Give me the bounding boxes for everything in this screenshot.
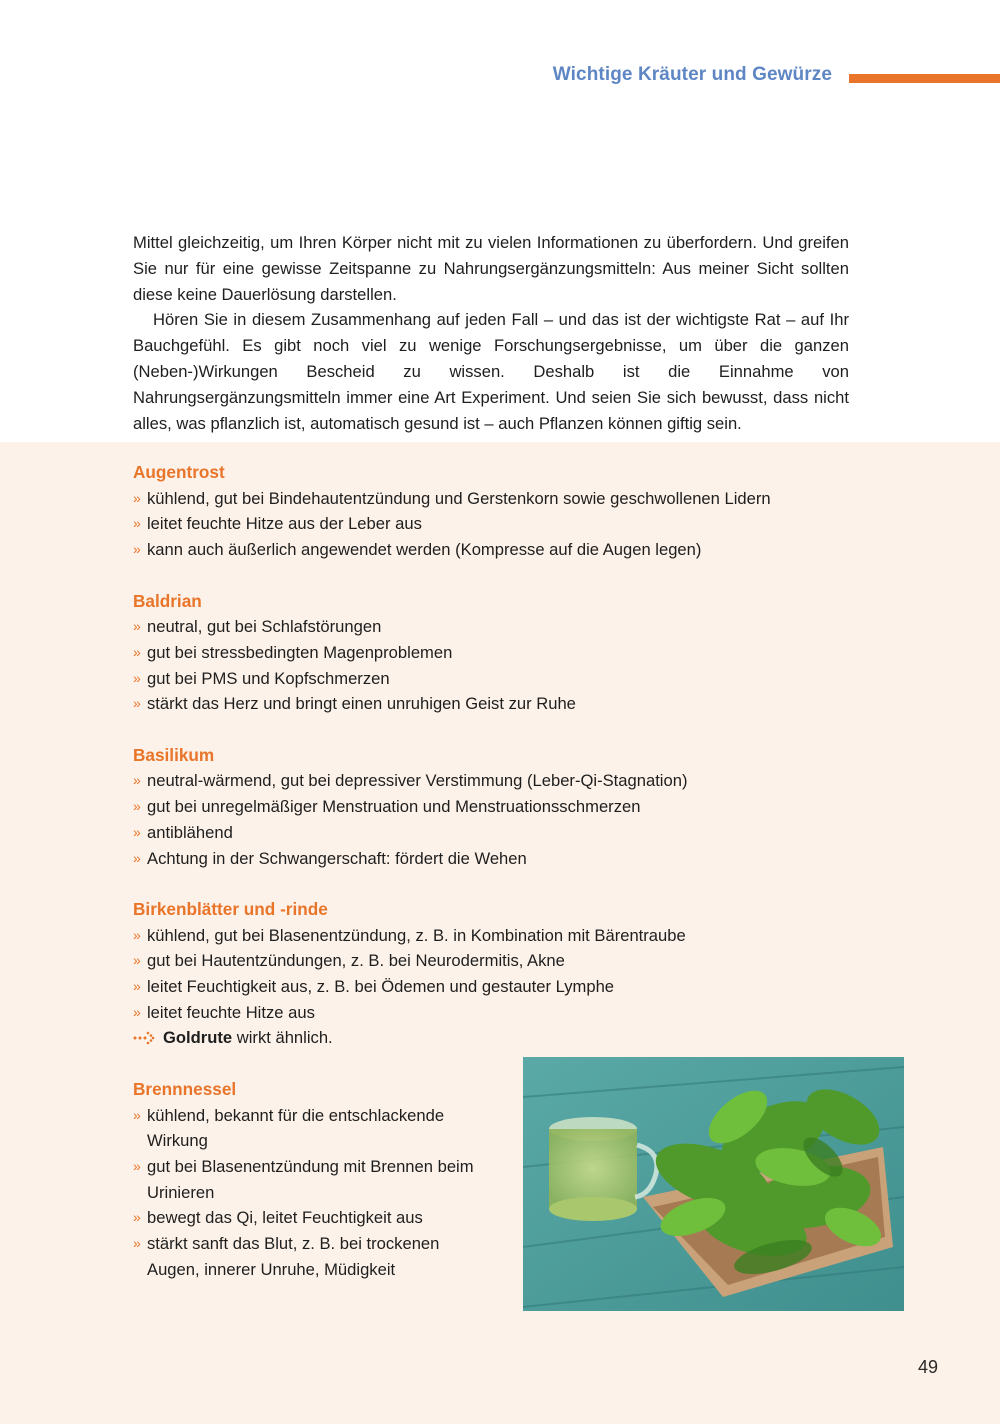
list-item-text: Achtung in der Schwangerschaft: fördert die Wehen (147, 848, 527, 868)
section-brennnessel (133, 1077, 483, 1283)
bullet-glyph: » (133, 643, 141, 660)
list-item (133, 794, 873, 820)
list-item-text: leitet Feuchtigkeit aus, z. B. bei Ödemen und gestauter Lymphe (147, 977, 615, 997)
list-item-text: neutral, gut bei Schlafstörungen (147, 617, 382, 637)
list-item-text: antiblähend (147, 822, 233, 842)
intro-paragraph-2: Hören Sie in diesem Zusammenhang auf jeden Fall – und das ist der wichtigste Rat – auf Ihr Bauchgefühl. Es gibt noch viel zu wenige Forschungsergebnisse, um über die ganzen (Neben-)Wirkungen Bescheid zu wissen. Deshalb ist die Einnahme von Nahrungsergänzungsmitteln immer eine Art Experiment. Und seien Sie sich bewusst, dass nicht alles, was pflanzlich ist, automatisch gesund ist – auch Pflanzen können giftig sein. (133, 310, 849, 433)
section-title: Basilikum (133, 744, 215, 765)
list-item-text: gut bei unregelmäßiger Menstruation und Menstruationsschmerzen (147, 797, 641, 817)
list-item (133, 486, 873, 512)
bullet-glyph: » (133, 618, 141, 635)
list-item (133, 1103, 483, 1154)
list-item (133, 1154, 483, 1205)
list-item (133, 1000, 873, 1026)
bullet-glyph: » (133, 978, 141, 995)
cross-reference-note (133, 1025, 873, 1051)
list-item-text: leitet feuchte Hitze aus der Leber aus (147, 514, 422, 534)
list-item-text: bewegt das Qi, leitet Feuchtigkeit aus (147, 1208, 423, 1228)
list-item-text: neutral-wärmend, gut bei depressiver Verstimmung (Leber-Qi-Stagnation) (147, 771, 688, 791)
list-item (133, 820, 873, 846)
list-item (133, 537, 873, 563)
list-item (133, 511, 873, 537)
nettle-photo (523, 1057, 904, 1311)
list-item-text: stärkt sanft das Blut, z. B. bei trockenen Augen, innerer Unruhe, Müdigkeit (147, 1234, 440, 1279)
bullet-glyph: » (133, 849, 141, 866)
list-item-text: kühlend, gut bei Bindehautentzündung und Gerstenkorn sowie geschwollenen Lidern (147, 488, 771, 508)
list-item (133, 923, 873, 949)
list-item (133, 846, 873, 872)
nettle-photo-illustration (523, 1057, 904, 1311)
list-item-text: kühlend, bekannt für die entschlackende Wirkung (147, 1105, 445, 1151)
bullet-glyph: » (133, 1157, 141, 1174)
bullet-glyph: » (133, 823, 141, 840)
list-item-text: gut bei Blasenentzündung mit Brennen beim Urinieren (147, 1156, 474, 1202)
bullet-glyph: » (133, 772, 141, 789)
header-title: Wichtige Kräuter und Gewürze (552, 64, 832, 85)
list-item (133, 974, 873, 1000)
list-item (133, 1231, 483, 1282)
list-item (133, 1205, 483, 1231)
list-item-text: gut bei stressbedingten Magenproblemen (147, 642, 453, 662)
section-augentrost (133, 460, 873, 563)
note-herb-name: Goldrute (163, 1028, 233, 1048)
bullet-glyph: » (133, 695, 141, 712)
list-item (133, 691, 873, 717)
section-birkenblaetter (133, 897, 873, 1051)
section-title: Baldrian (133, 590, 202, 611)
section-basilikum (133, 743, 873, 872)
bullet-glyph: » (133, 1106, 141, 1123)
list-item (133, 948, 873, 974)
list-item (133, 614, 873, 640)
list-item-text: gut bei Hautentzündungen, z. B. bei Neurodermitis, Akne (147, 951, 565, 971)
list-item (133, 768, 873, 794)
bullet-glyph: » (133, 1209, 141, 1226)
intro-paragraph-1: Mittel gleichzeitig, um Ihren Körper nicht mit zu vielen Informationen zu überfordern. Und greifen Sie nur für eine gewisse Zeitspanne zu Nahrungsergänzungsmitteln: Aus meiner Sicht sollten diese keine Dauerlösung darstellen. (133, 233, 849, 304)
section-title: Brennnessel (133, 1078, 237, 1099)
bullet-glyph: » (133, 515, 141, 532)
bullet-glyph: » (133, 669, 141, 686)
dotted-arrow-icon (133, 1031, 159, 1045)
list-item-text: leitet feuchte Hitze aus (147, 1002, 315, 1022)
running-header (0, 64, 1000, 94)
bullet-glyph: » (133, 952, 141, 969)
list-item (133, 666, 873, 692)
bullet-glyph: » (133, 926, 141, 943)
list-item (133, 640, 873, 666)
note-text: wirkt ähnlich. (232, 1028, 333, 1048)
bullet-glyph: » (133, 798, 141, 815)
intro-text (133, 230, 849, 436)
bullet-glyph: » (133, 541, 141, 558)
bullet-glyph: » (133, 1003, 141, 1020)
list-item-text: kühlend, gut bei Blasenentzündung, z. B. in Kombination mit Bärentraube (147, 925, 686, 945)
list-item-text: gut bei PMS und Kopfschmerzen (147, 668, 390, 688)
page-number: 49 (917, 1357, 938, 1377)
section-baldrian (133, 589, 873, 718)
section-title: Birkenblätter und -rinde (133, 898, 328, 919)
section-title: Augentrost (133, 462, 225, 482)
header-accent-bar (849, 74, 1000, 83)
list-item-text: kann auch äußerlich angewendet werden (Kompresse auf die Augen legen) (147, 540, 702, 560)
bullet-glyph: » (133, 489, 141, 506)
list-item-text: stärkt das Herz und bringt einen unruhigen Geist zur Ruhe (147, 694, 576, 714)
bullet-glyph: » (133, 1235, 141, 1252)
